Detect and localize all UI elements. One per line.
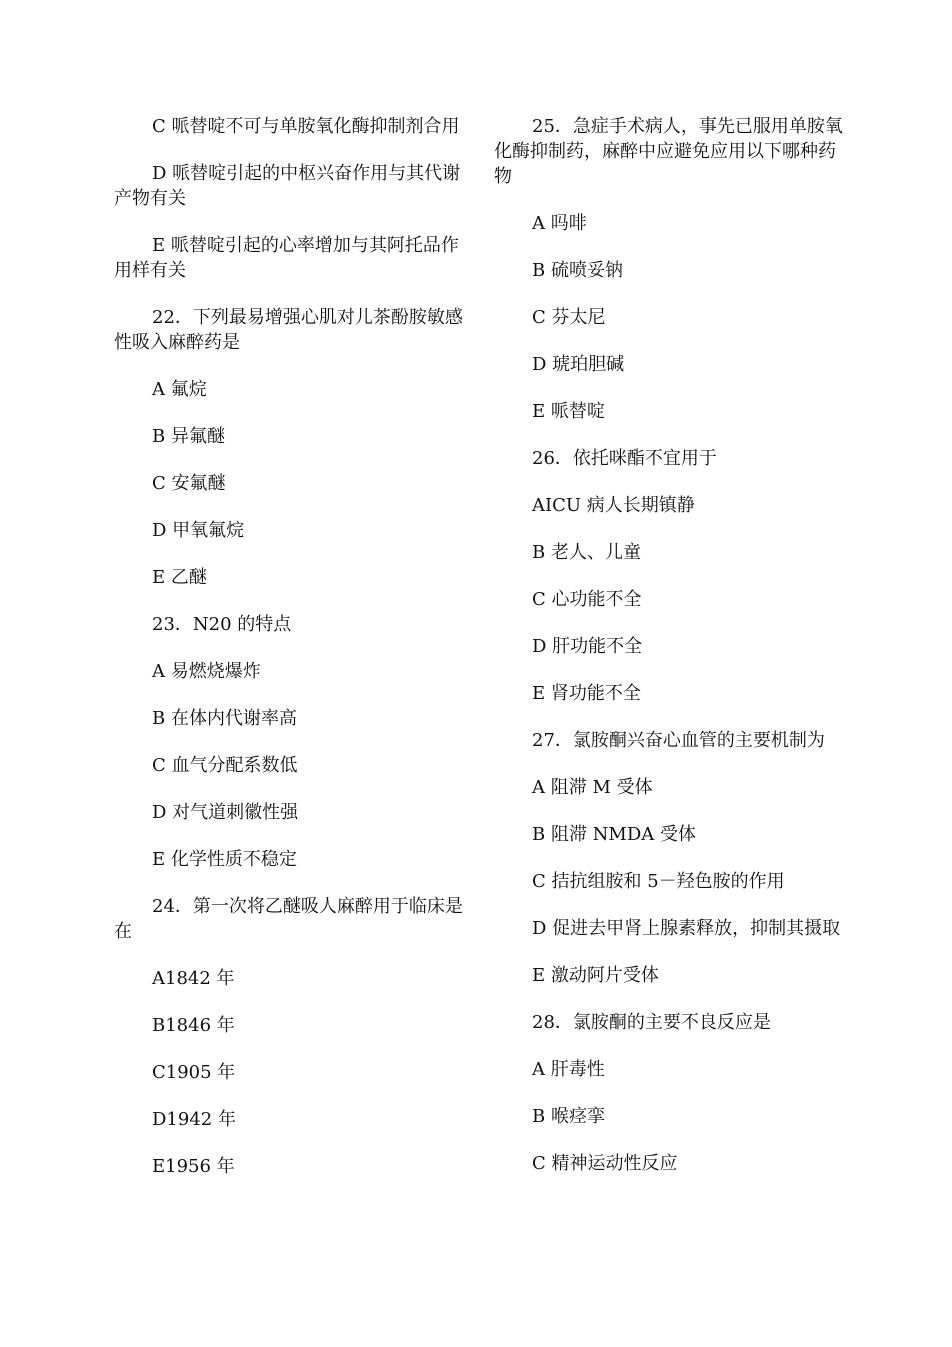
option: A1842 年 — [152, 968, 235, 989]
question-27: 27．氯胺酮兴奋心血管的主要机制为 — [532, 730, 825, 751]
option: E 化学性质不稳定 — [152, 849, 297, 870]
question-26: 26．依托咪酯不宜用于 — [532, 448, 717, 469]
option: B 异氟醚 — [152, 426, 225, 447]
option: D 促进去甲肾上腺素释放，抑制其摄取 — [532, 918, 841, 939]
question-23: 23．N20 的特点 — [152, 614, 292, 635]
option: E 激动阿片受体 — [532, 965, 659, 986]
option: B1846 年 — [152, 1015, 235, 1036]
option: C 精神运动性反应 — [532, 1153, 678, 1174]
paragraph: E 哌替啶引起的心率增加与其阿托品作用样有关 — [114, 235, 459, 281]
option: B 硫喷妥钠 — [532, 260, 623, 281]
right-column — [494, 114, 846, 1198]
option: C1905 年 — [152, 1062, 236, 1083]
option: D1942 年 — [152, 1109, 236, 1130]
option: A 阻滞 M 受体 — [532, 777, 653, 798]
option: C 芬太尼 — [532, 307, 606, 328]
option: C 血气分配系数低 — [152, 755, 298, 776]
option: C 心功能不全 — [532, 589, 642, 610]
option: A 吗啡 — [532, 213, 587, 234]
option: A 易燃烧爆炸 — [152, 661, 261, 682]
question-22: 22．下列最易增强心肌对儿茶酚胺敏感性吸入麻醉药是 — [114, 307, 463, 353]
option: D 肝功能不全 — [532, 636, 643, 657]
option: E 乙醚 — [152, 567, 207, 588]
question-28: 28．氯胺酮的主要不良反应是 — [532, 1012, 771, 1033]
option: B 喉痉挛 — [532, 1106, 605, 1127]
question-24: 24．第一次将乙醚吸人麻醉用于临床是在 — [114, 896, 463, 942]
option: E 哌替啶 — [532, 401, 605, 422]
option: D 对气道刺徽性强 — [152, 802, 299, 823]
option: E 肾功能不全 — [532, 683, 641, 704]
option: D 甲氧氟烷 — [152, 520, 245, 541]
option: D 琥珀胆碱 — [532, 354, 625, 375]
option: B 老人、儿童 — [532, 542, 641, 563]
option: A 肝毒性 — [532, 1059, 605, 1080]
option: AICU 病人长期镇静 — [532, 495, 695, 516]
option: C 安氟醚 — [152, 473, 226, 494]
left-column — [114, 114, 466, 1201]
paragraph: C 哌替啶不可与单胺氧化酶抑制剂合用 — [152, 116, 460, 137]
option: B 阻滞 NMDA 受体 — [532, 824, 697, 845]
paragraph: D 哌替啶引起的中枢兴奋作用与其代谢产物有关 — [114, 163, 461, 209]
option: A 氟烷 — [152, 379, 207, 400]
option: C 拮抗组胺和 5－羟色胺的作用 — [532, 871, 785, 892]
option: E1956 年 — [152, 1156, 235, 1177]
question-25: 25．急症手术病人，事先已服用单胺氧化酶抑制药，麻醉中应避免应用以下哪种药物 — [494, 116, 843, 187]
option: B 在体内代谢率高 — [152, 708, 297, 729]
